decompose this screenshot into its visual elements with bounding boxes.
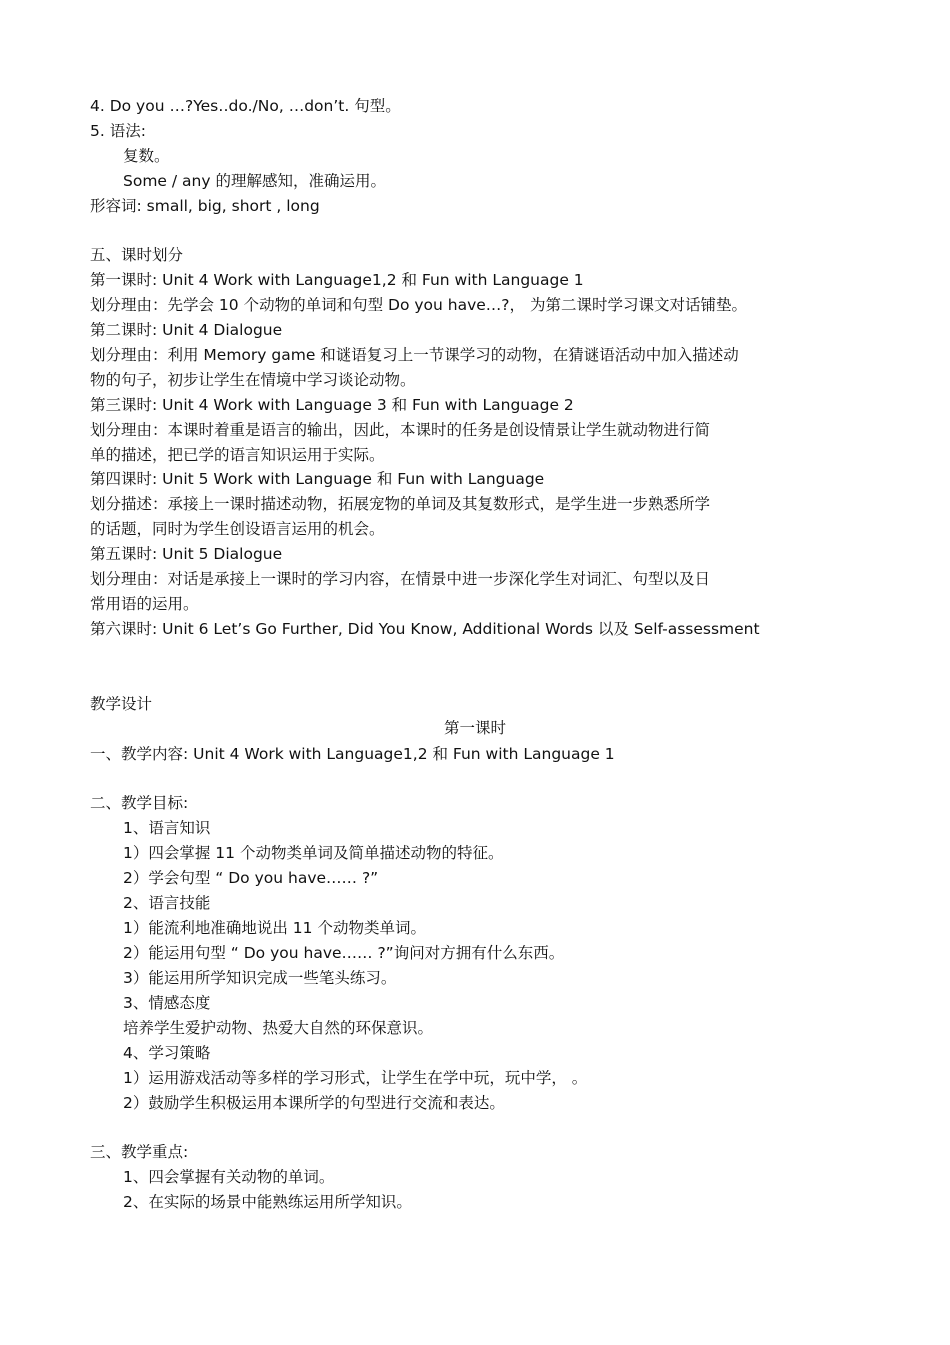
text-line-lesson-2-reason-cont: 物的句子，初步让学生在情境中学习谈论动物。 (90, 371, 416, 389)
text-line-item-5-grammar: 5. 语法: (90, 122, 146, 140)
centered-title-lesson-1: 第一课时 (443, 719, 506, 737)
text-line-lesson-6: 第六课时: Unit 6 Let’s Go Further, Did You Know, Additional Words 以及 Self-assessment (90, 620, 760, 638)
text-line-lesson-2-reason: 划分理由：利用 Memory game 和谜语复习上一节课学习的动物，在猜谜语活动中加入描述动 (90, 346, 739, 364)
text-line-lesson-2: 第二课时: Unit 4 Dialogue (90, 321, 283, 339)
text-line-teaching-content: 一、教学内容: Unit 4 Work with Language1,2 和 Fun with Language 1 (90, 745, 615, 763)
section-heading-teaching-focus: 三、教学重点: (90, 1143, 189, 1161)
text-line-objective-2-3: 3）能运用所学知识完成一些笔头练习。 (123, 969, 397, 987)
text-line-focus-1: 1、四会掌握有关动物的单词。 (123, 1168, 335, 1186)
section-heading-teaching-design: 教学设计 (90, 695, 153, 713)
text-line-objective-1-1: 1）四会掌握 11 个动物类单词及简单描述动物的特征。 (123, 844, 504, 862)
text-line-objective-2-1: 1）能流利地准确地说出 11 个动物类单词。 (123, 919, 426, 937)
text-line-lesson-3-reason-cont: 单的描述，把已学的语言知识运用于实际。 (90, 446, 385, 464)
text-line-focus-2: 2、在实际的场景中能熟练运用所学知识。 (123, 1193, 412, 1211)
text-line-lesson-3: 第三课时: Unit 4 Work with Language 3 和 Fun with Language 2 (90, 396, 574, 414)
text-line-language-skills: 2、语言技能 (123, 894, 211, 912)
text-line-objective-4-2: 2）鼓励学生积极运用本课所学的句型进行交流和表达。 (123, 1094, 505, 1112)
text-line-lesson-4-desc-cont: 的话题，同时为学生创设语言运用的机会。 (90, 520, 385, 538)
text-line-lesson-5: 第五课时: Unit 5 Dialogue (90, 545, 283, 563)
text-line-lesson-4-desc: 划分描述：承接上一课时描述动物，拓展宠物的单词及其复数形式，是学生进一步熟悉所学 (90, 495, 711, 513)
text-line-lesson-5-reason: 划分理由：对话是承接上一课时的学习内容，在情景中进一步深化学生对词汇、句型以及日 (90, 570, 711, 588)
text-line-lesson-3-reason: 划分理由：本课时着重是语言的输出，因此，本课时的任务是创设情景让学生就动物进行简 (90, 421, 711, 439)
text-line-objective-2-2: 2）能运用句型 “ Do you have…… ?”询问对方拥有什么东西。 (123, 944, 565, 962)
section-heading-lesson-division: 五、课时划分 (90, 246, 184, 264)
text-line-lesson-1: 第一课时: Unit 4 Work with Language1,2 和 Fun with Language 1 (90, 271, 584, 289)
text-line-adjectives: 形容词: small, big, short , long (90, 197, 320, 215)
text-line-lesson-1-reason: 划分理由：先学会 10 个动物的单词和句型 Do you have…?， 为第二课时学习课文对话铺垫。 (90, 296, 747, 314)
text-line-some-any: Some / any 的理解感知，准确运用。 (123, 172, 386, 190)
text-line-lesson-4: 第四课时: Unit 5 Work with Language 和 Fun with Language (90, 470, 545, 488)
text-line-learning-strategy: 4、学习策略 (123, 1044, 211, 1062)
text-line-objective-1-2: 2）学会句型 “ Do you have…… ?” (123, 869, 379, 887)
text-line-objective-4-1: 1）运用游戏活动等多样的学习形式，让学生在学中玩，玩中学， 。 (123, 1069, 588, 1087)
text-line-language-knowledge: 1、语言知识 (123, 819, 211, 837)
text-line-objective-3: 培养学生爱护动物、热爱大自然的环保意识。 (123, 1019, 434, 1037)
text-line-emotional-attitude: 3、情感态度 (123, 994, 211, 1012)
text-line-item-4: 4. Do you …?Yes‥do./No, …don’t. 句型。 (90, 97, 401, 115)
text-line-plural: 复数。 (123, 147, 170, 165)
text-line-lesson-5-reason-cont: 常用语的运用。 (90, 595, 199, 613)
section-heading-teaching-objectives: 二、教学目标: (90, 794, 189, 812)
